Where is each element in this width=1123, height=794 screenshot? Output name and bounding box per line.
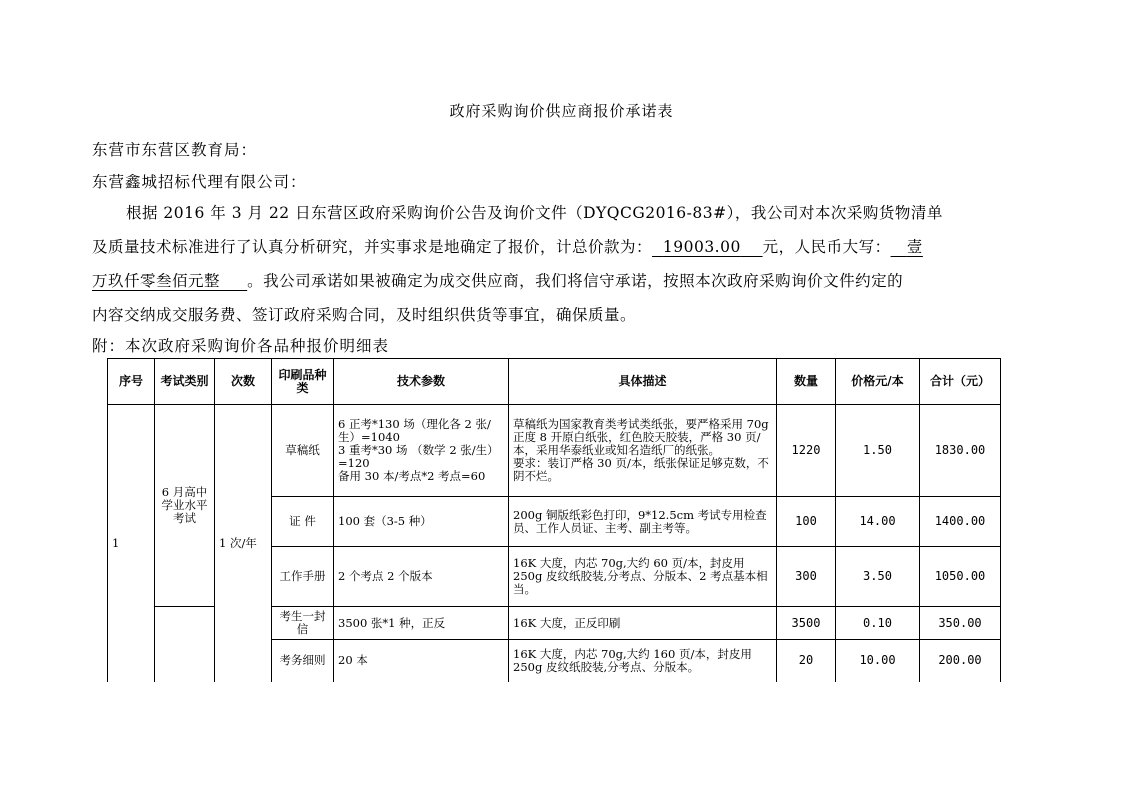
total-amount [652,238,763,256]
commitment-paragraph [92,196,1032,332]
cell-total: 1830.00 [920,405,1001,497]
cell-print-type: 考务细则 [272,640,334,682]
header-qty: 数量 [777,359,836,405]
cell-exam-type: 6 月高中学业水平考试 [155,405,215,607]
cell-print-type: 考生一封信 [272,607,334,640]
cell-desc: 16K 大度，内芯 70g,大约 60 页/本，封皮用 250g 皮纹纸胶装,分考点、分版本、2 考点基本相当。 [509,547,777,607]
paragraph-line-1 [92,196,1032,230]
cell-print-type: 证 件 [272,497,334,547]
addressee-education-bureau: 东营市东营区教育局： [92,141,258,159]
total-amount-value: 19003.00 [662,238,741,256]
paragraph-text: 根据 2016 年 3 月 22 日东营区政府采购询价公告及询价文件（DYQCG2016-83#），我公司对本次采购货物清单 [126,204,943,222]
cell-total: 1400.00 [920,497,1001,547]
cell-print-type: 草稿纸 [272,405,334,497]
header-total: 合计（元） [920,359,1001,405]
cell-tech: 3500 张*1 种，正反 [334,607,509,640]
cell-price: 3.50 [836,547,920,607]
attachment-note: 附：本次政府采购询价各品种报价明细表 [92,337,390,355]
page-title: 政府采购询价供应商报价承诺表 [449,102,674,120]
cell-qty: 1220 [777,405,836,497]
addressee-agency: 东营鑫城招标代理有限公司： [92,173,307,191]
cell-qty: 20 [777,640,836,682]
cell-desc: 200g 铜版纸彩色打印，9*12.5cm 考试专用检查员、工作人员证、主考、副主考等。 [509,497,777,547]
cell-total: 350.00 [920,607,1001,640]
header-price: 价格元/本 [836,359,920,405]
header-print-type: 印刷品种类 [272,359,334,405]
paragraph-text: 及质量技术标准进行了认真分析研究，并实事求是地确定了报价，计总价款为： [92,238,653,256]
amount-words [92,272,247,290]
cell-total: 200.00 [920,640,1001,682]
cell-qty: 300 [777,547,836,607]
header-desc: 具体描述 [509,359,777,405]
cell-tech: 20 本 [334,640,509,682]
table-row [108,405,1001,497]
cell-desc: 16K 大度，正反印刷 [509,607,777,640]
cell-desc: 草稿纸为国家教育类考试类纸张，要严格采用 70g 正度 8 开原白纸张，红色胶天胶装，严格 30 页/本，采用华泰纸业或知名造纸厂的纸张。 要求：装订严格 30 页/本，纸张保证足够克数，不阴不烂。 [509,405,777,497]
cell-tech: 100 套（3-5 种） [334,497,509,547]
cell-tech: 6 正考*130 场（理化各 2 张/生）=1040 3 重考*30 场 （数学 2 张/生）=120 备用 30 本/考点*2 考点=60 [334,405,509,497]
table-header-row [108,359,1001,405]
header-tech: 技术参数 [334,359,509,405]
cell-qty: 3500 [777,607,836,640]
paragraph-text: 。我公司承诺如果被确定为成交供应商，我们将信守承诺，按照本次政府采购询价文件约定的 [247,272,904,290]
cell-qty: 100 [777,497,836,547]
cell-seq: 1 [108,405,155,682]
amount-words-1: 壹 [906,238,923,256]
cell-print-type: 工作手册 [272,547,334,607]
cell-exam-type-empty [155,607,215,682]
paragraph-line-2 [92,230,1032,264]
cell-desc: 16K 大度，内芯 70g,大约 160 页/本，封皮用 250g 皮纹纸胶装,分考点、分版本。 [509,640,777,682]
cell-price: 1.50 [836,405,920,497]
paragraph-line-3 [92,264,1032,298]
cell-price: 0.10 [836,607,920,640]
cell-price: 14.00 [836,497,920,547]
paragraph-line-4 [92,298,1032,332]
cell-price: 10.00 [836,640,920,682]
quote-detail-table [107,358,1001,682]
header-seq: 序号 [108,359,155,405]
paragraph-text: 内容交纳成交服务费、签订政府采购合同，及时组织供货等事宜，确保质量。 [92,306,637,324]
paragraph-text: 元，人民币大写： [762,238,891,256]
header-exam-type: 考试类别 [155,359,215,405]
cell-times: 1 次/年 [215,405,272,682]
cell-tech: 2 个考点 2 个版本 [334,547,509,607]
amount-words-start [891,238,923,256]
amount-words-2: 万玖仟零叁佰元整 [92,272,221,290]
cell-total: 1050.00 [920,547,1001,607]
header-times: 次数 [215,359,272,405]
